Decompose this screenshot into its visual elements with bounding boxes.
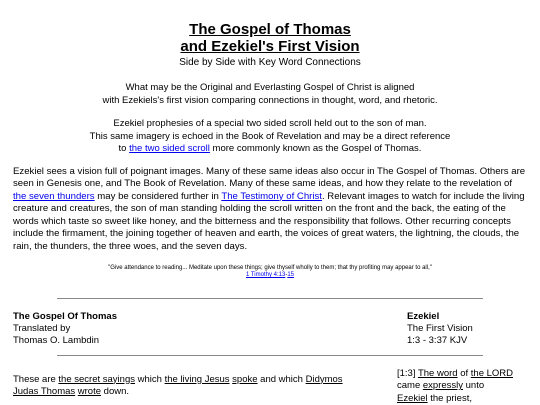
page-title-line1: The Gospel of Thomas [189, 21, 351, 38]
two-sided-scroll-link[interactable]: the two sided scroll [129, 143, 210, 154]
verse-number: [1:3] [397, 367, 418, 379]
intro-paragraph-2 [13, 118, 527, 156]
body-paragraph [13, 166, 527, 254]
thomas-translator: Thomas O. Lambdin [13, 334, 100, 346]
verse-text: the priest, [427, 392, 472, 404]
ezekiel-column-header [407, 311, 527, 347]
verse-text: and which [257, 373, 306, 385]
reference-separator: - [285, 272, 288, 279]
intro-line-2: with Ezekiels's first vision comparing connections in thought, word, and rhetoric. [102, 94, 438, 106]
intro-line-5-post: more commonly known as the Gospel of Thomas. [209, 143, 422, 154]
quote-text: "Give attendance to reading... Meditate upon these things; give thyself wholly to them; that thy profiting may appear to all," [108, 264, 432, 271]
page-title [13, 0, 527, 55]
intro-line-4: This same imagery is echoed in the Book of Revelation and may be a direct reference [89, 130, 451, 142]
keyword: wrote [77, 386, 102, 398]
ezekiel-column-title: Ezekiel [407, 310, 440, 322]
intro-line-3: Ezekiel prophesies of a special two sided scroll held out to the son of man. [113, 118, 427, 129]
verse-15-link[interactable]: 15 [287, 272, 295, 279]
ezekiel-verse-range: 1:3 - 3:37 KJV [407, 334, 468, 346]
seven-thunders-link[interactable]: the seven thunders [13, 190, 95, 202]
column-headers [13, 311, 527, 347]
ezekiel-vision-label: The First Vision [407, 322, 473, 334]
verse-text: which [135, 373, 165, 385]
thomas-column-title: The Gospel Of Thomas [13, 310, 117, 322]
keyword: spoke [232, 373, 258, 385]
page-subtitle: Side by Side with Key Word Connections [179, 57, 361, 68]
timothy-reference-link[interactable]: 1 Timothy 4:13 [245, 272, 286, 279]
body-text-1: Ezekiel sees a vision full of poignant images. Many of these same ideas also occur in The Gospel of Thomas. Others are seen in Genesis one, and The Book of Revelation. Many of these same ideas, and how they relate to the revelation of [13, 165, 526, 190]
keyword: the living Jesus [164, 373, 230, 385]
section-divider [57, 298, 483, 299]
keyword: expressly [422, 380, 463, 392]
intro-line-5-pre: to [118, 143, 130, 154]
body-text-2: may be considered further in [94, 190, 222, 202]
verse-text: These are [13, 373, 59, 385]
verse-row [13, 368, 527, 405]
verse-text: of [457, 367, 471, 379]
testimony-of-christ-link[interactable]: The Testimony of Christ [221, 190, 322, 202]
thomas-column-header [13, 311, 333, 347]
body-text-3: . Relevant images to watch for include the living creature and creatures, the son of man standing holding the scroll written on the front and the back, the eating of the words which taste so sweet like honey, and the bitterness and the responsibility that follows. Other recurring concepts include the firmament, the joining together of heaven and earth, the voices of great waters, the lightning, the clouds, the rain, the thunders, the three woes, and the seven days. [13, 190, 525, 253]
verse-text: came [397, 380, 423, 392]
intro-paragraph-1 [13, 82, 527, 107]
thomas-verse [13, 368, 353, 405]
page-title-line2: and Ezekiel's First Vision [180, 38, 360, 55]
verse-text: unto [463, 380, 485, 392]
keyword: the secret sayings [58, 373, 135, 385]
scripture-quote [13, 265, 527, 280]
keyword: Didymos Judas Thomas [13, 373, 343, 398]
ezekiel-verse [397, 368, 527, 405]
keyword: the LORD [470, 367, 514, 379]
keyword: The word [417, 367, 458, 379]
keyword: Ezekiel [397, 392, 428, 404]
intro-line-1: What may be the Original and Everlasting Gospel of Christ is aligned [125, 82, 415, 93]
verse-text: down. [101, 386, 130, 398]
thomas-translated-by: Translated by [13, 322, 71, 334]
column-divider [57, 355, 483, 356]
